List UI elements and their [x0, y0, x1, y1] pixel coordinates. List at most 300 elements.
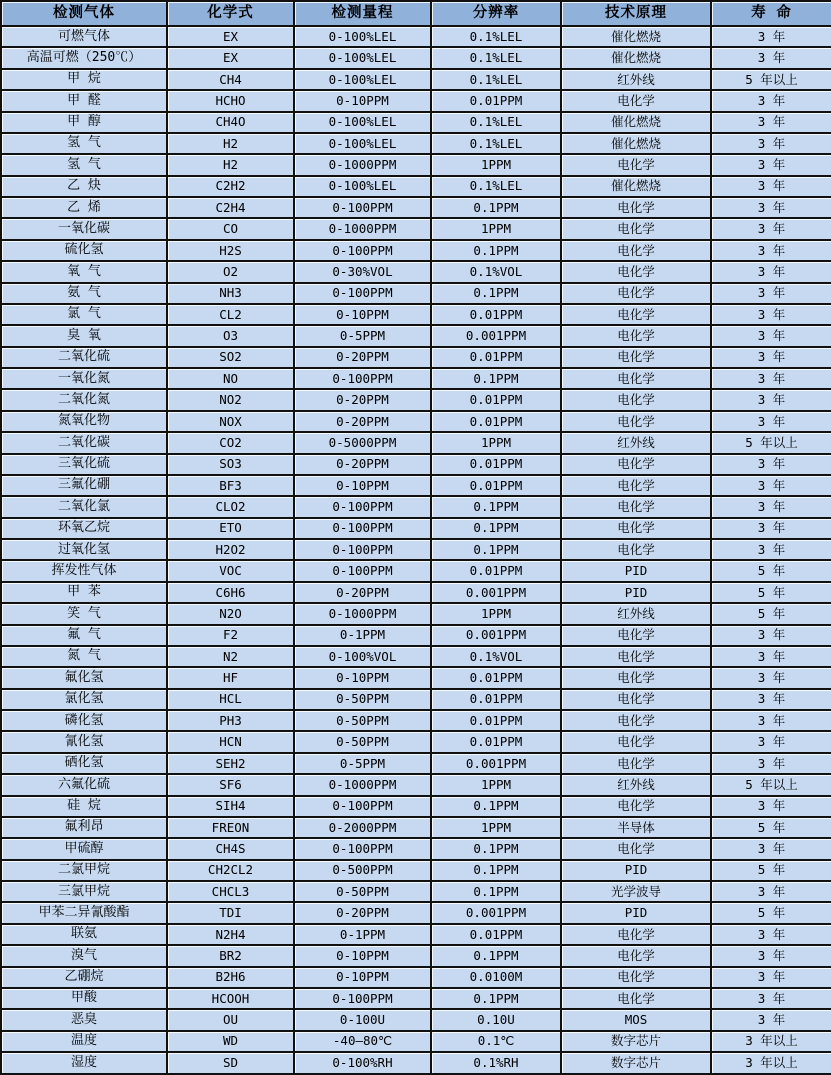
cell-lifespan: 3 年: [711, 689, 831, 710]
cell-principle: 红外线: [561, 603, 711, 624]
cell-gas: 臭 氧: [1, 325, 167, 346]
cell-principle: 电化学: [561, 539, 711, 560]
cell-lifespan: 3 年: [711, 518, 831, 539]
cell-gas: 恶臭: [1, 1009, 167, 1030]
cell-gas: 甲 醇: [1, 112, 167, 133]
cell-range: 0-10PPM: [294, 475, 431, 496]
cell-gas: 甲硫醇: [1, 838, 167, 859]
cell-lifespan: 3 年: [711, 838, 831, 859]
cell-lifespan: 3 年: [711, 945, 831, 966]
cell-range: 0-100%LEL: [294, 47, 431, 68]
cell-gas: 甲酸: [1, 988, 167, 1009]
table-row: [1, 368, 831, 389]
cell-lifespan: 3 年: [711, 475, 831, 496]
cell-range: 0-100U: [294, 1009, 431, 1030]
table-row: [1, 47, 831, 68]
cell-lifespan: 3 年: [711, 667, 831, 688]
cell-resolution: 0.10U: [431, 1009, 561, 1030]
cell-lifespan: 3 年: [711, 753, 831, 774]
table-row: [1, 667, 831, 688]
cell-resolution: 0.01PPM: [431, 924, 561, 945]
table-row: [1, 774, 831, 795]
cell-gas: 硫化氢: [1, 240, 167, 261]
cell-formula: SD: [167, 1052, 294, 1074]
cell-range: 0-100%LEL: [294, 176, 431, 197]
cell-principle: 红外线: [561, 774, 711, 795]
table-row: [1, 796, 831, 817]
column-header-principle: 技术原理: [561, 1, 711, 26]
table-row: [1, 1009, 831, 1030]
cell-formula: TDI: [167, 902, 294, 923]
cell-resolution: 0.01PPM: [431, 475, 561, 496]
table-row: [1, 988, 831, 1009]
cell-gas: 氯 气: [1, 304, 167, 325]
cell-range: 0-1000PPM: [294, 603, 431, 624]
cell-lifespan: 3 年: [711, 47, 831, 68]
cell-formula: NH3: [167, 283, 294, 304]
cell-range: 0-100PPM: [294, 560, 431, 581]
cell-range: 0-2000PPM: [294, 817, 431, 838]
table-row: [1, 902, 831, 923]
cell-resolution: 0.1PPM: [431, 240, 561, 261]
cell-principle: 电化学: [561, 304, 711, 325]
cell-formula: SF6: [167, 774, 294, 795]
cell-principle: 电化学: [561, 154, 711, 175]
cell-lifespan: 3 年: [711, 881, 831, 902]
cell-resolution: 0.1%RH: [431, 1052, 561, 1074]
cell-principle: 红外线: [561, 69, 711, 90]
cell-lifespan: 3 年: [711, 625, 831, 646]
cell-principle: 电化学: [561, 261, 711, 282]
table-row: [1, 817, 831, 838]
cell-principle: 电化学: [561, 325, 711, 346]
cell-principle: 电化学: [561, 625, 711, 646]
table-row: [1, 240, 831, 261]
table-row: [1, 625, 831, 646]
cell-lifespan: 3 年: [711, 304, 831, 325]
cell-range: 0-5000PPM: [294, 432, 431, 453]
cell-range: 0-10PPM: [294, 667, 431, 688]
cell-gas: 联氨: [1, 924, 167, 945]
cell-formula: SIH4: [167, 796, 294, 817]
cell-range: 0-100%VOL: [294, 646, 431, 667]
cell-lifespan: 3 年以上: [711, 1052, 831, 1074]
cell-resolution: 0.1PPM: [431, 518, 561, 539]
cell-principle: 电化学: [561, 924, 711, 945]
cell-formula: PH3: [167, 710, 294, 731]
cell-gas: 磷化氢: [1, 710, 167, 731]
cell-formula: BF3: [167, 475, 294, 496]
cell-range: 0-100%LEL: [294, 69, 431, 90]
table-row: [1, 218, 831, 239]
table-row: [1, 90, 831, 111]
table-row: [1, 967, 831, 988]
cell-range: 0-100PPM: [294, 838, 431, 859]
cell-formula: ETO: [167, 518, 294, 539]
cell-resolution: 0.1PPM: [431, 539, 561, 560]
cell-lifespan: 3 年: [711, 197, 831, 218]
cell-formula: HF: [167, 667, 294, 688]
cell-formula: N2O: [167, 603, 294, 624]
cell-gas: 硒化氢: [1, 753, 167, 774]
cell-principle: PID: [561, 860, 711, 881]
cell-formula: H2S: [167, 240, 294, 261]
cell-principle: 数字芯片: [561, 1031, 711, 1052]
table-row: [1, 582, 831, 603]
cell-formula: N2H4: [167, 924, 294, 945]
cell-gas: 甲 苯: [1, 582, 167, 603]
cell-gas: 甲 烷: [1, 69, 167, 90]
table-row: [1, 518, 831, 539]
cell-principle: 电化学: [561, 967, 711, 988]
cell-lifespan: 3 年: [711, 967, 831, 988]
table-row: [1, 646, 831, 667]
table-row: [1, 1031, 831, 1052]
cell-gas: 湿度: [1, 1052, 167, 1074]
cell-gas: 一氧化氮: [1, 368, 167, 389]
cell-range: 0-100%LEL: [294, 133, 431, 154]
cell-lifespan: 5 年: [711, 860, 831, 881]
cell-range: 0-20PPM: [294, 347, 431, 368]
cell-gas: 温度: [1, 1031, 167, 1052]
table-row: [1, 881, 831, 902]
cell-gas: 氢 气: [1, 133, 167, 154]
table-row: [1, 389, 831, 410]
cell-formula: CO2: [167, 432, 294, 453]
column-header-range: 检测量程: [294, 1, 431, 26]
cell-principle: 电化学: [561, 518, 711, 539]
cell-gas: 二氧化氮: [1, 389, 167, 410]
cell-gas: 甲苯二异氰酸酯: [1, 902, 167, 923]
cell-principle: 催化燃烧: [561, 47, 711, 68]
cell-principle: 电化学: [561, 988, 711, 1009]
cell-range: 0-20PPM: [294, 454, 431, 475]
cell-principle: 电化学: [561, 389, 711, 410]
table-row: [1, 69, 831, 90]
cell-resolution: 0.01PPM: [431, 347, 561, 368]
cell-gas: 挥发性气体: [1, 560, 167, 581]
cell-resolution: 0.1%LEL: [431, 133, 561, 154]
cell-range: 0-100PPM: [294, 988, 431, 1009]
table-row: [1, 689, 831, 710]
cell-range: 0-10PPM: [294, 90, 431, 111]
cell-principle: 催化燃烧: [561, 133, 711, 154]
cell-resolution: 0.1℃: [431, 1031, 561, 1052]
cell-resolution: 1PPM: [431, 817, 561, 838]
cell-lifespan: 3 年: [711, 283, 831, 304]
cell-resolution: 0.001PPM: [431, 902, 561, 923]
cell-lifespan: 3 年: [711, 240, 831, 261]
cell-lifespan: 3 年: [711, 924, 831, 945]
cell-resolution: 0.001PPM: [431, 325, 561, 346]
cell-gas: 甲 醛: [1, 90, 167, 111]
cell-principle: MOS: [561, 1009, 711, 1030]
cell-lifespan: 3 年: [711, 539, 831, 560]
cell-principle: PID: [561, 582, 711, 603]
cell-lifespan: 3 年: [711, 988, 831, 1009]
cell-resolution: 0.01PPM: [431, 710, 561, 731]
cell-formula: NO2: [167, 389, 294, 410]
cell-formula: CHCL3: [167, 881, 294, 902]
cell-principle: 催化燃烧: [561, 176, 711, 197]
cell-range: 0-100PPM: [294, 518, 431, 539]
column-header-gas: 检测气体: [1, 1, 167, 26]
cell-principle: 光学波导: [561, 881, 711, 902]
cell-gas: 氨 气: [1, 283, 167, 304]
cell-resolution: 1PPM: [431, 154, 561, 175]
table-row: [1, 560, 831, 581]
cell-principle: 电化学: [561, 945, 711, 966]
cell-gas: 氰化氢: [1, 731, 167, 752]
cell-gas: 三氯甲烷: [1, 881, 167, 902]
cell-lifespan: 3 年: [711, 154, 831, 175]
table-row: [1, 860, 831, 881]
cell-resolution: 1PPM: [431, 603, 561, 624]
cell-range: 0-100PPM: [294, 240, 431, 261]
cell-principle: 电化学: [561, 197, 711, 218]
cell-formula: H2O2: [167, 539, 294, 560]
cell-formula: EX: [167, 47, 294, 68]
cell-resolution: 0.1%LEL: [431, 112, 561, 133]
table-row: [1, 539, 831, 560]
cell-gas: 笑 气: [1, 603, 167, 624]
cell-formula: BR2: [167, 945, 294, 966]
cell-gas: 六氟化硫: [1, 774, 167, 795]
cell-range: 0-10PPM: [294, 945, 431, 966]
cell-formula: OU: [167, 1009, 294, 1030]
cell-formula: HCL: [167, 689, 294, 710]
cell-range: 0-1PPM: [294, 625, 431, 646]
cell-resolution: 0.1PPM: [431, 796, 561, 817]
cell-lifespan: 3 年: [711, 454, 831, 475]
cell-resolution: 0.01PPM: [431, 560, 561, 581]
cell-principle: 电化学: [561, 646, 711, 667]
cell-range: 0-100%LEL: [294, 112, 431, 133]
cell-principle: 电化学: [561, 838, 711, 859]
column-header-formula: 化学式: [167, 1, 294, 26]
cell-formula: CH4S: [167, 838, 294, 859]
cell-gas: 氢 气: [1, 154, 167, 175]
column-header-lifespan: 寿 命: [711, 1, 831, 26]
cell-gas: 三氧化硫: [1, 454, 167, 475]
cell-formula: O3: [167, 325, 294, 346]
cell-lifespan: 3 年: [711, 368, 831, 389]
cell-gas: 乙 炔: [1, 176, 167, 197]
cell-principle: 催化燃烧: [561, 26, 711, 47]
cell-range: 0-100PPM: [294, 796, 431, 817]
cell-range: 0-1PPM: [294, 924, 431, 945]
cell-formula: N2: [167, 646, 294, 667]
table-row: [1, 945, 831, 966]
table-row: [1, 710, 831, 731]
table-row: [1, 496, 831, 517]
cell-range: 0-20PPM: [294, 902, 431, 923]
table-row: [1, 26, 831, 47]
cell-resolution: 0.01PPM: [431, 304, 561, 325]
cell-principle: 电化学: [561, 90, 711, 111]
cell-range: 0-1000PPM: [294, 154, 431, 175]
cell-lifespan: 3 年以上: [711, 1031, 831, 1052]
cell-range: 0-30%VOL: [294, 261, 431, 282]
table-row: [1, 731, 831, 752]
cell-principle: 电化学: [561, 496, 711, 517]
cell-principle: 半导体: [561, 817, 711, 838]
cell-range: 0-100PPM: [294, 496, 431, 517]
cell-formula: O2: [167, 261, 294, 282]
cell-gas: 可燃气体: [1, 26, 167, 47]
cell-gas: 一氧化碳: [1, 218, 167, 239]
cell-principle: PID: [561, 560, 711, 581]
table-header-row: [1, 1, 831, 26]
cell-formula: HCOOH: [167, 988, 294, 1009]
cell-lifespan: 3 年: [711, 112, 831, 133]
cell-resolution: 0.001PPM: [431, 582, 561, 603]
cell-formula: CH4O: [167, 112, 294, 133]
cell-range: 0-1000PPM: [294, 774, 431, 795]
cell-lifespan: 3 年: [711, 133, 831, 154]
table-row: [1, 304, 831, 325]
cell-range: 0-10PPM: [294, 967, 431, 988]
cell-principle: 电化学: [561, 796, 711, 817]
cell-resolution: 0.1%LEL: [431, 69, 561, 90]
cell-principle: 电化学: [561, 283, 711, 304]
cell-resolution: 0.001PPM: [431, 625, 561, 646]
table-row: [1, 154, 831, 175]
cell-resolution: 0.01PPM: [431, 90, 561, 111]
cell-lifespan: 3 年: [711, 411, 831, 432]
cell-principle: 催化燃烧: [561, 112, 711, 133]
cell-gas: 环氧乙烷: [1, 518, 167, 539]
cell-principle: 红外线: [561, 432, 711, 453]
cell-range: -40—80℃: [294, 1031, 431, 1052]
cell-formula: H2: [167, 154, 294, 175]
cell-resolution: 0.1%LEL: [431, 47, 561, 68]
cell-gas: 氮氧化物: [1, 411, 167, 432]
cell-formula: EX: [167, 26, 294, 47]
cell-lifespan: 5 年: [711, 603, 831, 624]
cell-principle: 电化学: [561, 731, 711, 752]
cell-lifespan: 3 年: [711, 347, 831, 368]
cell-lifespan: 5 年: [711, 582, 831, 603]
cell-range: 0-100%RH: [294, 1052, 431, 1074]
table-row: [1, 197, 831, 218]
cell-resolution: 0.1PPM: [431, 838, 561, 859]
cell-lifespan: 3 年: [711, 90, 831, 111]
cell-formula: B2H6: [167, 967, 294, 988]
cell-principle: 电化学: [561, 475, 711, 496]
table-row: [1, 411, 831, 432]
cell-gas: 氟利昂: [1, 817, 167, 838]
cell-lifespan: 3 年: [711, 496, 831, 517]
cell-range: 0-20PPM: [294, 582, 431, 603]
cell-principle: 电化学: [561, 368, 711, 389]
cell-principle: 电化学: [561, 454, 711, 475]
cell-lifespan: 3 年: [711, 389, 831, 410]
cell-lifespan: 5 年: [711, 560, 831, 581]
cell-resolution: 0.01PPM: [431, 667, 561, 688]
cell-principle: PID: [561, 902, 711, 923]
cell-formula: NOX: [167, 411, 294, 432]
cell-principle: 电化学: [561, 689, 711, 710]
table-row: [1, 1052, 831, 1074]
cell-formula: C2H2: [167, 176, 294, 197]
cell-formula: HCHO: [167, 90, 294, 111]
cell-resolution: 0.1PPM: [431, 197, 561, 218]
cell-lifespan: 3 年: [711, 710, 831, 731]
table-row: [1, 753, 831, 774]
cell-formula: VOC: [167, 560, 294, 581]
cell-range: 0-100PPM: [294, 197, 431, 218]
table-row: [1, 112, 831, 133]
cell-range: 0-100PPM: [294, 539, 431, 560]
cell-resolution: 0.1PPM: [431, 496, 561, 517]
cell-formula: CLO2: [167, 496, 294, 517]
cell-resolution: 0.1%VOL: [431, 646, 561, 667]
cell-lifespan: 5 年以上: [711, 774, 831, 795]
cell-lifespan: 3 年: [711, 261, 831, 282]
cell-resolution: 0.1PPM: [431, 988, 561, 1009]
cell-formula: CH4: [167, 69, 294, 90]
cell-resolution: 1PPM: [431, 218, 561, 239]
table-row: [1, 133, 831, 154]
table-row: [1, 454, 831, 475]
cell-gas: 过氧化氢: [1, 539, 167, 560]
cell-range: 0-5PPM: [294, 325, 431, 346]
cell-range: 0-100PPM: [294, 368, 431, 389]
cell-formula: CH2CL2: [167, 860, 294, 881]
cell-formula: SEH2: [167, 753, 294, 774]
cell-formula: H2: [167, 133, 294, 154]
cell-gas: 二氧化硫: [1, 347, 167, 368]
table-row: [1, 432, 831, 453]
cell-gas: 二氯甲烷: [1, 860, 167, 881]
cell-principle: 电化学: [561, 667, 711, 688]
cell-resolution: 0.01PPM: [431, 689, 561, 710]
cell-gas: 乙 烯: [1, 197, 167, 218]
cell-principle: 数字芯片: [561, 1052, 711, 1074]
cell-gas: 氧 气: [1, 261, 167, 282]
cell-principle: 电化学: [561, 710, 711, 731]
cell-formula: NO: [167, 368, 294, 389]
cell-range: 0-50PPM: [294, 881, 431, 902]
cell-resolution: 0.1%VOL: [431, 261, 561, 282]
cell-gas: 氟化氢: [1, 667, 167, 688]
cell-formula: C6H6: [167, 582, 294, 603]
cell-range: 0-50PPM: [294, 689, 431, 710]
cell-lifespan: 3 年: [711, 325, 831, 346]
cell-resolution: 0.01PPM: [431, 389, 561, 410]
cell-resolution: 0.1PPM: [431, 368, 561, 389]
cell-gas: 溴气: [1, 945, 167, 966]
cell-principle: 电化学: [561, 411, 711, 432]
column-header-resolution: 分辨率: [431, 1, 561, 26]
cell-formula: C2H4: [167, 197, 294, 218]
cell-formula: CO: [167, 218, 294, 239]
cell-range: 0-20PPM: [294, 389, 431, 410]
cell-gas: 高温可燃（250℃）: [1, 47, 167, 68]
cell-resolution: 0.1PPM: [431, 945, 561, 966]
cell-lifespan: 5 年: [711, 817, 831, 838]
table-row: [1, 475, 831, 496]
cell-gas: 二氧化氯: [1, 496, 167, 517]
cell-formula: F2: [167, 625, 294, 646]
cell-principle: 电化学: [561, 347, 711, 368]
cell-resolution: 0.01PPM: [431, 731, 561, 752]
cell-lifespan: 3 年: [711, 176, 831, 197]
table-row: [1, 838, 831, 859]
cell-lifespan: 3 年: [711, 26, 831, 47]
cell-range: 0-500PPM: [294, 860, 431, 881]
